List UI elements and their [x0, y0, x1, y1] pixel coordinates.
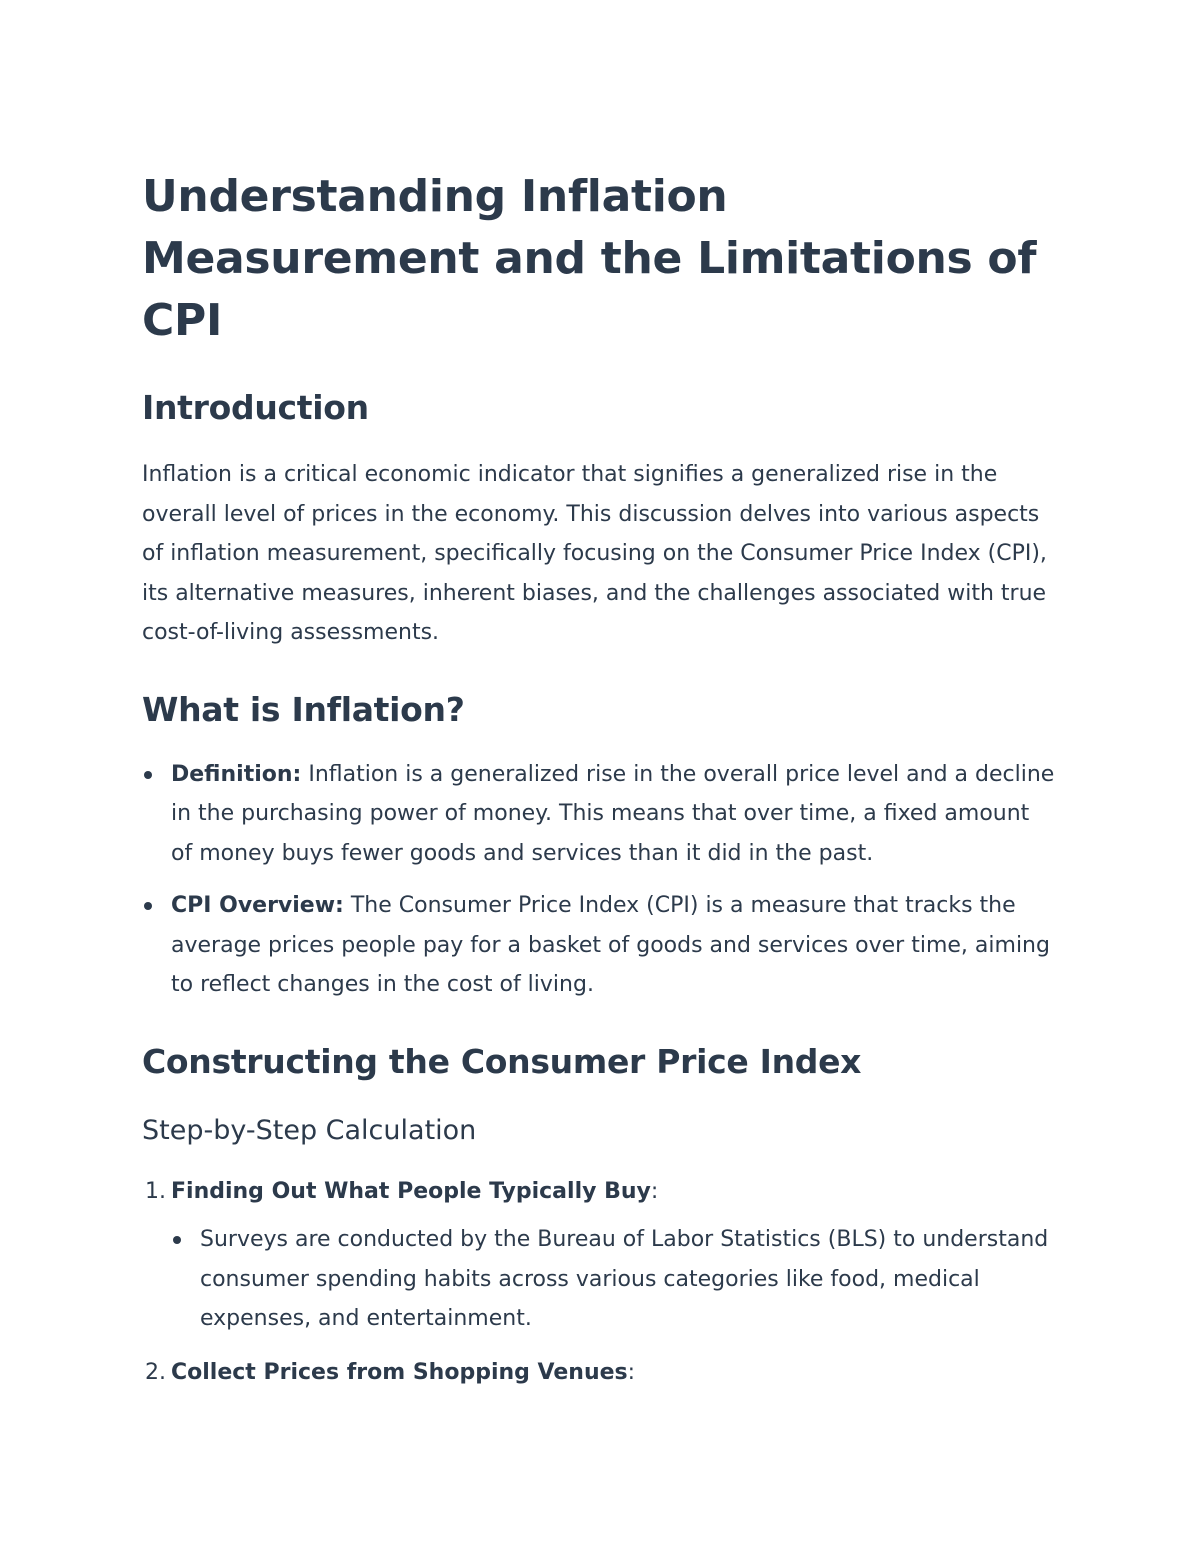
- list-item: [171, 1220, 1057, 1339]
- sub-item-text: Surveys are conducted by the Bureau of Labor Statistics (BLS) to understand consumer spending habits across various categories like food, medical expenses, and entertainment.: [200, 1227, 1049, 1331]
- document-page: [142, 166, 1057, 1406]
- list-item: [142, 1353, 1057, 1393]
- document-title: Understanding Inflation Measurement and the Limitations of CPI: [142, 171, 1037, 346]
- step-suffix: :: [627, 1359, 636, 1385]
- step-number: 2.: [145, 1359, 166, 1385]
- bullet-dot-icon: [173, 1236, 181, 1244]
- list-item: [142, 1172, 1057, 1339]
- step-number: 1.: [145, 1178, 166, 1204]
- list-item: [142, 886, 1057, 1005]
- step-label: Finding Out What People Typically Buy: [171, 1178, 651, 1204]
- step-sub-list: [171, 1220, 1057, 1339]
- step-label: Collect Prices from Shopping Venues: [171, 1359, 628, 1385]
- bullet-dot-icon: [144, 771, 152, 779]
- section-heading-introduction: Introduction: [142, 388, 369, 427]
- bullet-label: Definition:: [171, 761, 302, 787]
- section-heading-what-is-inflation: What is Inflation?: [142, 689, 465, 729]
- inflation-bullet-list: [142, 755, 1057, 1005]
- bullet-dot-icon: [144, 902, 152, 910]
- introduction-paragraph: Inflation is a critical economic indicator that signifies a generalized rise in the overall level of prices in the economy. This discussion delves into various aspects of inflation measurement, specifically focusing on the Consumer Price Index (CPI), its alternative measures, inherent biases, and the challenges associated with true cost-of-living assessments.: [142, 462, 1047, 645]
- section-heading-constructing-cpi: Constructing the Consumer Price Index: [142, 1041, 862, 1081]
- list-item: [142, 755, 1057, 874]
- subsection-heading-step-by-step: Step-by-Step Calculation: [142, 1114, 477, 1146]
- bullet-text: Inflation is a generalized rise in the overall price level and a decline in the purchasing power of money. This means that over time, a fixed amount of money buys fewer goods and services than it did in the past.: [171, 761, 1055, 866]
- step-suffix: :: [650, 1178, 659, 1204]
- bullet-label: CPI Overview:: [171, 893, 344, 918]
- bullet-text: The Consumer Price Index (CPI) is a measure that tracks the average prices people pay for a basket of goods and services over time, aiming to reflect changes in the cost of living.: [171, 893, 1050, 997]
- cpi-steps-list: [142, 1172, 1057, 1393]
